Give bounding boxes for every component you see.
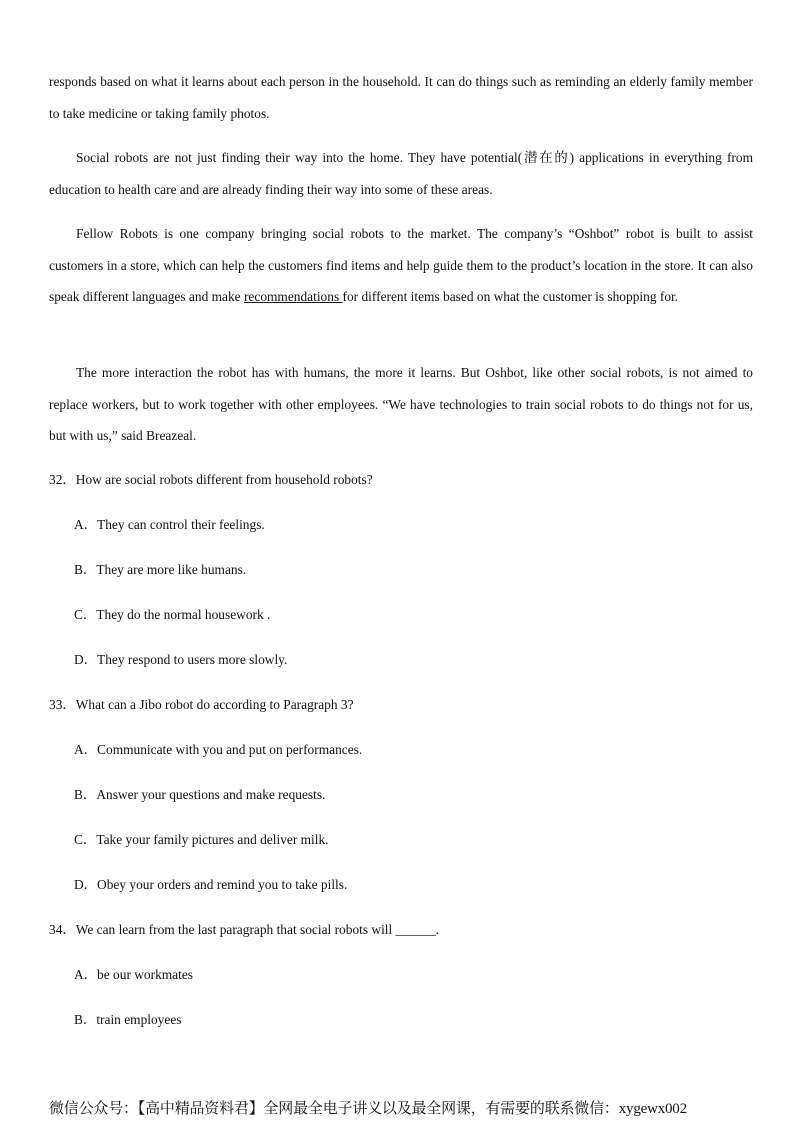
question-34-option-a: A．be our workmates <box>74 967 193 982</box>
passage-paragraph-1-text: responds based on what it learns about each person in the household. It can do things such as reminding an elderly family member to take medicine or taking family photos. <box>49 74 753 121</box>
passage-paragraph-4 <box>49 357 753 452</box>
question-33-option-d: D．Obey your orders and remind you to take pills. <box>74 877 348 892</box>
passage-paragraph-3-text-end: for different items based on what the customer is shopping for. <box>342 289 679 304</box>
question-33-option-b: B．Answer your questions and make requests. <box>74 787 326 802</box>
question-34-stem: 34．We can learn from the last paragraph that social robots will ______. <box>49 922 440 937</box>
footer-contact: xygewx002 <box>618 1101 687 1117</box>
question-32-option-b: B．They are more like humans. <box>74 562 247 577</box>
passage-paragraph-3 <box>49 218 753 313</box>
question-32-option-d: D．They respond to users more slowly. <box>74 652 288 667</box>
passage-paragraph-2-text: Social robots are not just finding their way into the home. They have potential(潜在的) applications in everything from education to health care and are already finding their way into some of these areas. <box>49 150 753 197</box>
passage-paragraph-2 <box>49 142 753 205</box>
question-32-option-a: A．They can control their feelings. <box>74 517 265 532</box>
question-33-option-c: C．Take your family pictures and deliver milk. <box>74 832 329 847</box>
passage-paragraph-3-text: Fellow Robots is one company bringing social robots to the market. The company’s “Oshbot” robot is built to assist customers in a store, which can help the customers find items and help guide them to the product’s location in the store. It can also speak different languages and make <box>49 226 753 304</box>
question-32-option-c: C．They do the normal housework . <box>74 607 271 622</box>
question-33-stem: 33．What can a Jibo robot do according to Paragraph 3? <box>49 697 354 712</box>
underlined-word: recommendations <box>243 289 343 304</box>
footer-text: 微信公众号：【高中精品资料君】全网最全电子讲义以及最全网课，有需要的联系微信： <box>49 1099 619 1117</box>
question-34-option-b: B．train employees <box>74 1012 182 1027</box>
passage-paragraph-1 <box>49 66 753 129</box>
question-32-stem: 32．How are social robots different from household robots? <box>49 472 373 487</box>
passage-paragraph-4-text: The more interaction the robot has with humans, the more it learns. But Oshbot, like other social robots, is not aimed to replace workers, but to work together with other employees. “We have technologies to train social robots to do things not for us, but with us,” said Breazeal. <box>49 365 753 443</box>
question-33-option-a: A．Communicate with you and put on performances. <box>74 742 363 757</box>
page-footer <box>49 1098 753 1119</box>
